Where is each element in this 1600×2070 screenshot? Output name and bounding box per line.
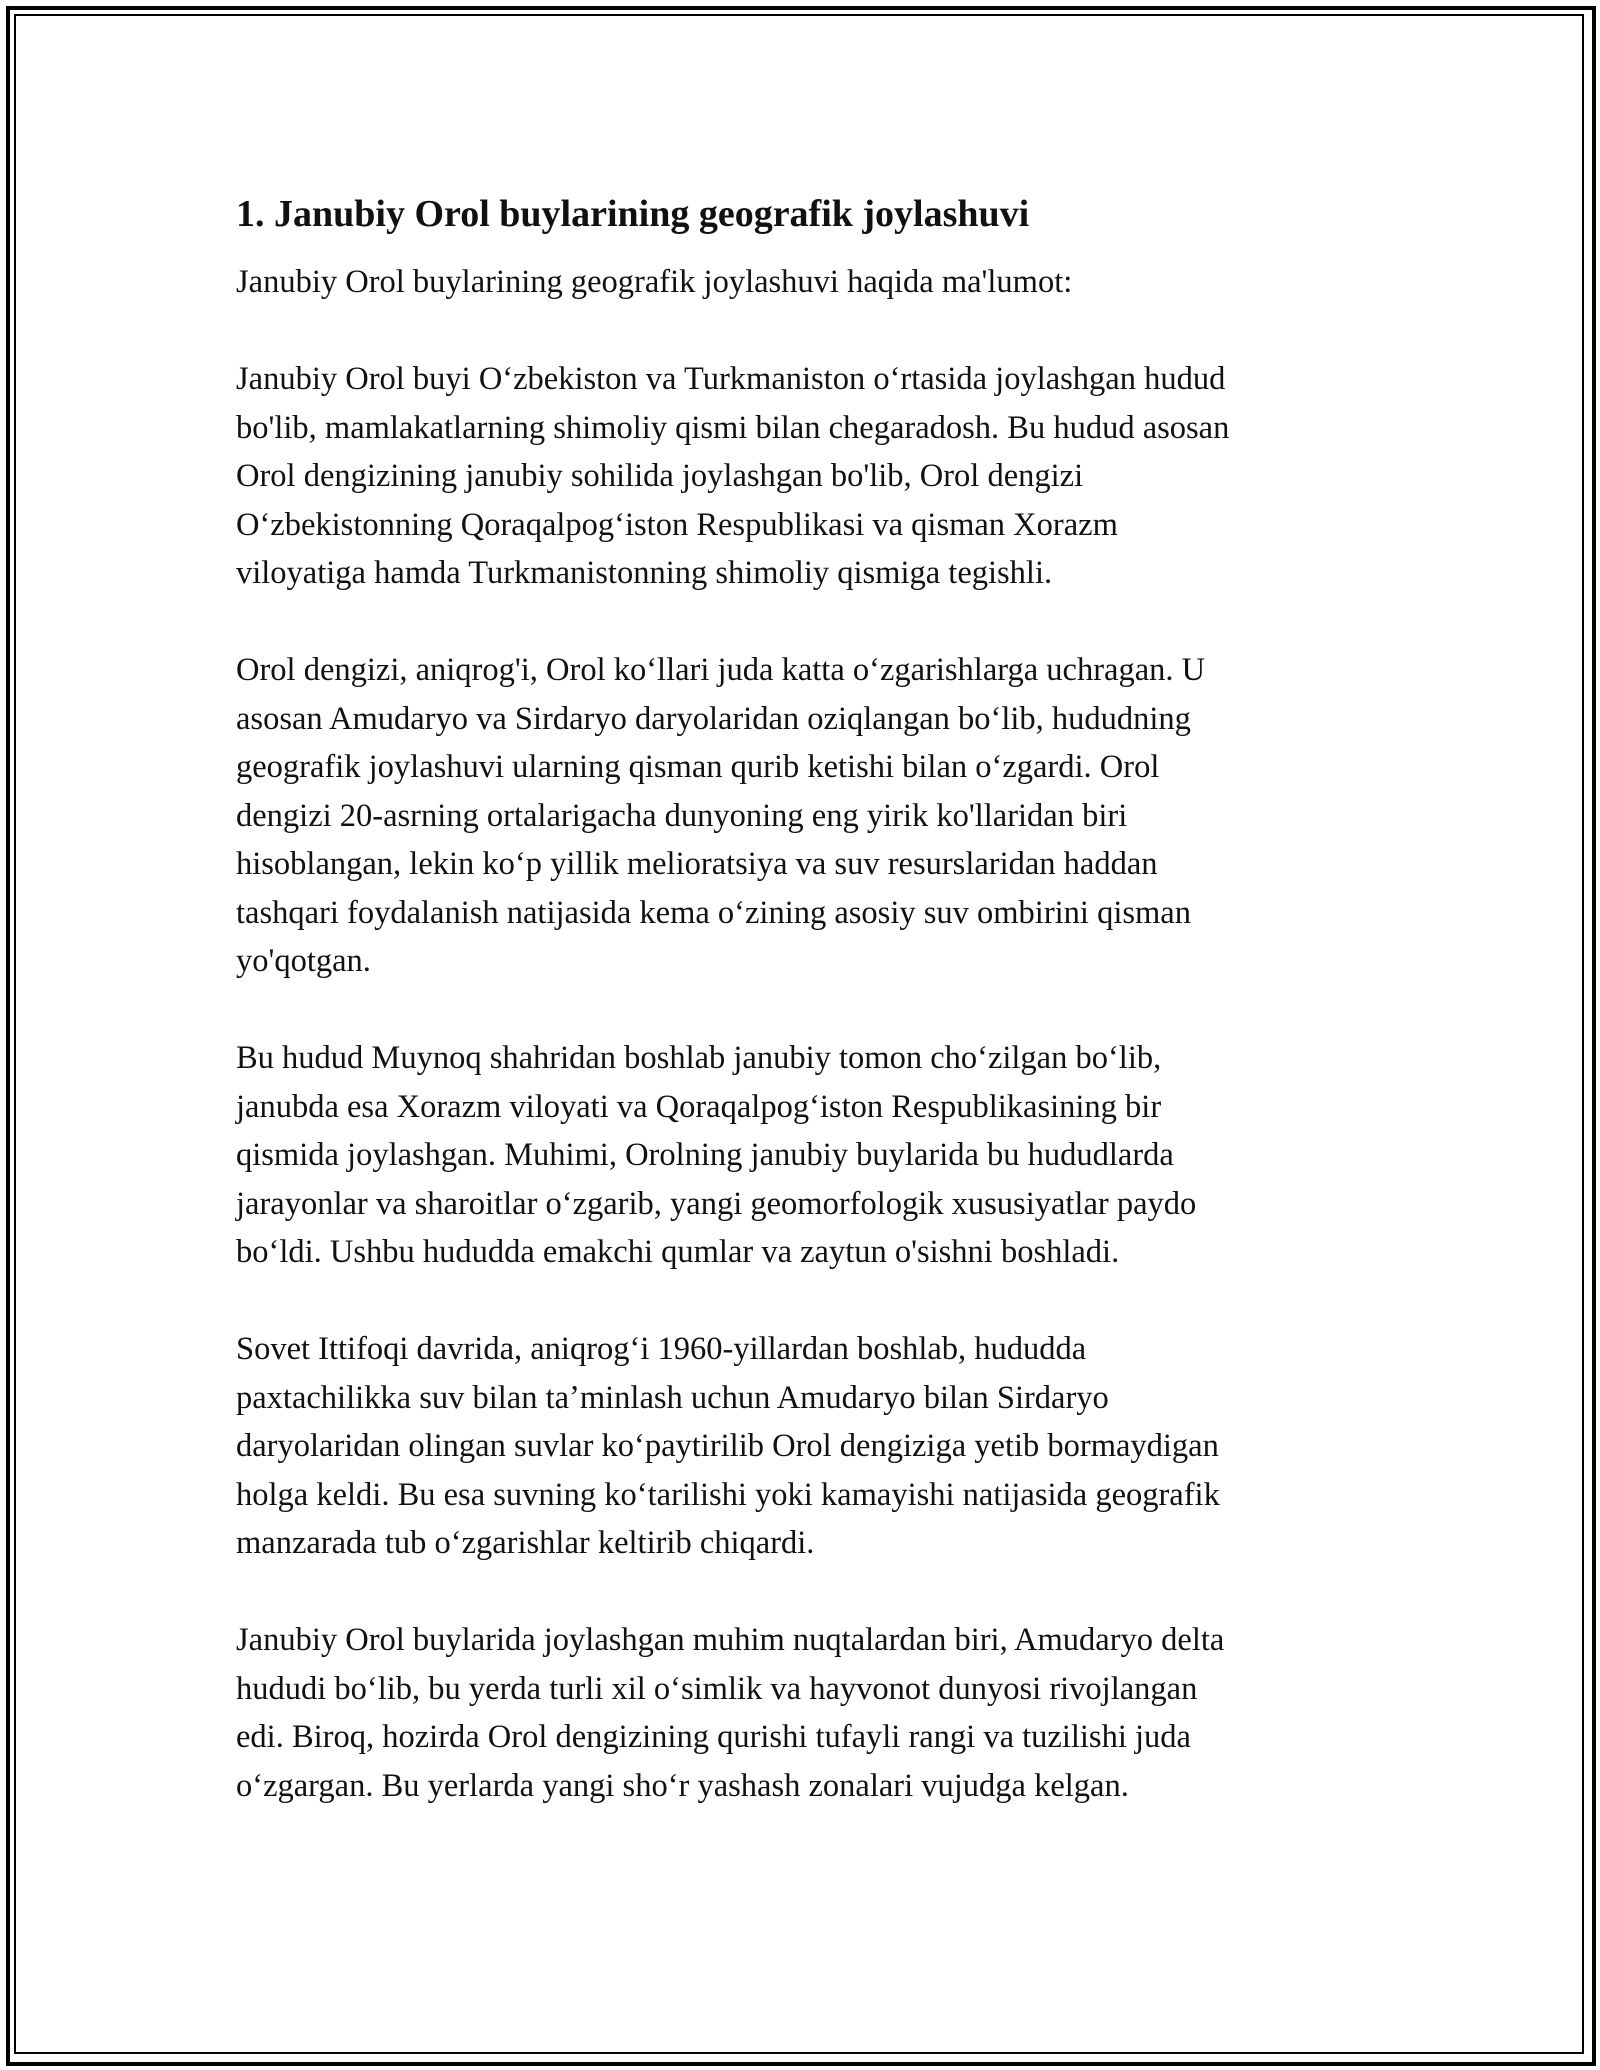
paragraph-line: tashqari foydalanish natijasida kema oʻzining asosiy suv ombirini qisman (236, 894, 1191, 931)
paragraph-line: Janubiy Orol buylarida joylashgan muhim nuqtalardan biri, Amudaryo delta (236, 1622, 1225, 1658)
paragraph-line: asosan Amudaryo va Sirdaryo daryolaridan oziqlangan boʻlib, hududning (236, 700, 1191, 737)
paragraph-line: Orol dengizi, aniqrog'i, Orol koʻllari juda katta oʻzgarishlarga uchragan. U (236, 652, 1206, 688)
paragraph-line: edi. Biroq, hozirda Orol dengizining qurishi tufayli rangi va tuzilishi juda (236, 1719, 1191, 1755)
paragraph-line: jarayonlar va sharoitlar oʻzgarib, yangi geomorfologik xususiyatlar paydo (236, 1185, 1197, 1222)
paragraph-line: daryolaridan olingan suvlar koʻpaytirilib Orol dengiziga yetib bormaydigan (236, 1428, 1219, 1464)
paragraph-line: manzarada tub oʻzgarishlar keltirib chiqardi. (236, 1525, 815, 1561)
paragraph-list (236, 258, 1366, 1810)
document-body (236, 190, 1366, 1859)
paragraph-line: boʻldi. Ushbu hududda emakchi qumlar va zaytun o'sishni boshladi. (236, 1234, 1120, 1270)
paragraph (236, 1325, 1366, 1568)
paragraph-line: Janubiy Orol buylarining geografik joylashuvi haqida ma'lumot: (236, 264, 1073, 300)
paragraph-line: paxtachilikka suv bilan taʼminlash uchun Amudaryo bilan Sirdaryo (236, 1379, 1109, 1416)
paragraph (236, 646, 1366, 986)
paragraph-line: Oʻzbekistonning Qoraqalpogʻiston Respublikasi va qisman Xorazm (236, 506, 1118, 543)
paragraph-line: geografik joylashuvi ularning qisman qurib ketishi bilan oʻzgardi. Orol (236, 749, 1160, 785)
section-heading: 1. Janubiy Orol buylarining geografik joylashuvi (236, 193, 1030, 235)
paragraph-line: yo'qotgan. (236, 943, 371, 979)
paragraph (236, 1616, 1366, 1810)
paragraph (236, 258, 1366, 307)
paragraph-line: qismida joylashgan. Muhimi, Orolning janubiy buylarida bu hududlarda (236, 1137, 1174, 1173)
paragraph-line: hududi boʻlib, bu yerda turli xil oʻsimlik va hayvonot dunyosi rivojlangan (236, 1670, 1198, 1707)
paragraph-line: Orol dengizining janubiy sohilida joylashgan bo'lib, Orol dengizi (236, 458, 1084, 494)
paragraph-line: bo'lib, mamlakatlarning shimoliy qismi bilan chegaradosh. Bu hudud asosan (236, 409, 1230, 446)
paragraph-line: hisoblangan, lekin koʻp yillik melioratsiya va suv resurslaridan haddan (236, 846, 1158, 882)
paragraph-line: viloyatiga hamda Turkmanistonning shimoliy qismiga tegishli. (236, 555, 1053, 591)
paragraph-line: Bu hudud Muynoq shahridan boshlab janubiy tomon choʻzilgan boʻlib, (236, 1040, 1162, 1076)
paragraph-line: dengizi 20-asrning ortalarigacha dunyoning eng yirik ko'llaridan biri (236, 797, 1128, 834)
paragraph-line: oʻzgargan. Bu yerlarda yangi shoʻr yashash zonalari vujudga kelgan. (236, 1767, 1129, 1804)
paragraph (236, 1034, 1366, 1277)
paragraph-line: Janubiy Orol buyi Oʻzbekiston va Turkmaniston oʻrtasida joylashgan hudud (236, 361, 1226, 397)
paragraph-line: janubda esa Xorazm viloyati va Qoraqalpogʻiston Respublikasining bir (236, 1088, 1162, 1125)
paragraph (236, 355, 1366, 598)
paragraph-line: Sovet Ittifoqi davrida, aniqrogʻi 1960-yillardan boshlab, hududda (236, 1331, 1087, 1367)
paragraph-line: holga keldi. Bu esa suvning koʻtarilishi yoki kamayishi natijasida geografik (236, 1476, 1220, 1513)
